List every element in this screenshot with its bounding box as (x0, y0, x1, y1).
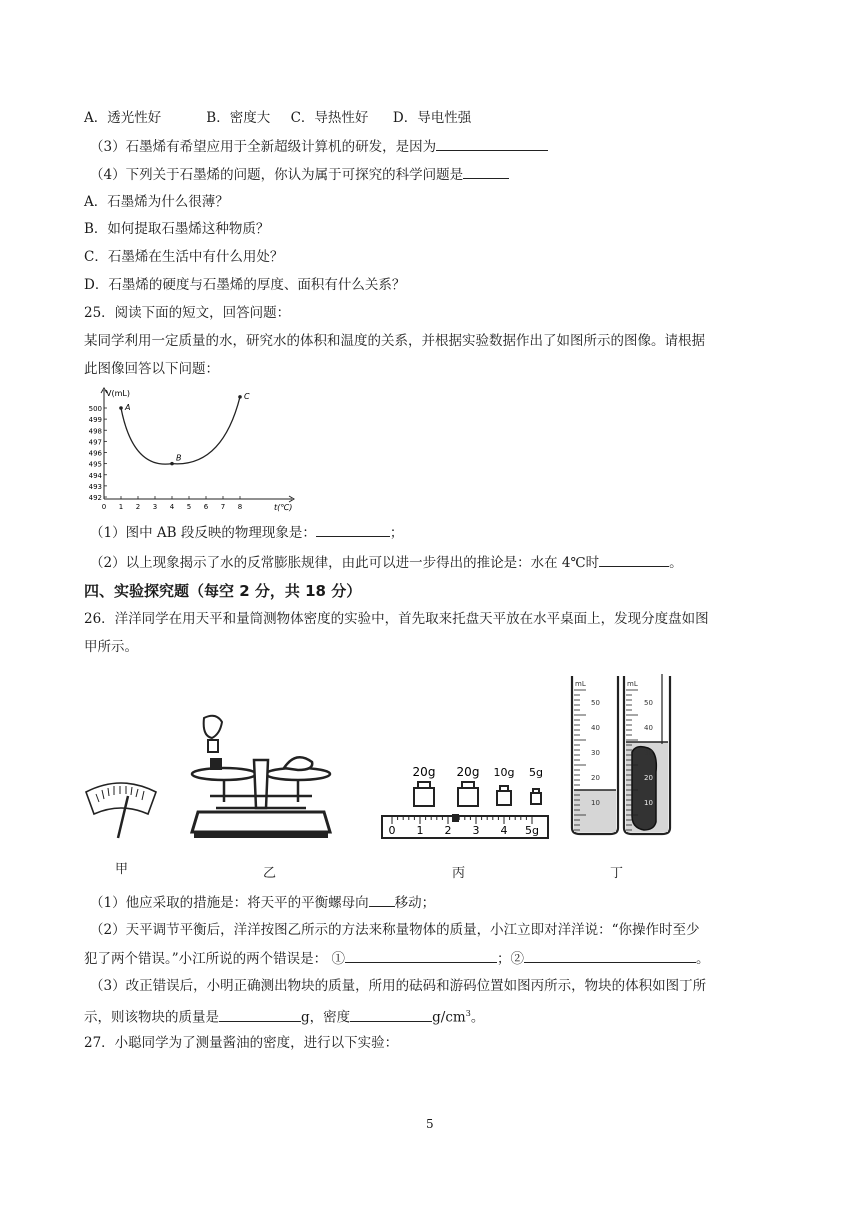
q26-2-line2: 犯了两个错误。”小江所说的两个错误是： ① ；② 。 (84, 948, 709, 969)
weights-and-rider-figure (380, 762, 550, 844)
ruler-label: 4 (500, 824, 508, 837)
x-axis-label: t(℃) (274, 503, 293, 512)
balance-figure (186, 712, 336, 842)
answer-blank[interactable] (436, 136, 548, 151)
q24-4-option-a: A．石墨烯为什么很薄？ (84, 194, 229, 210)
point-label: A (125, 403, 131, 412)
dial-figure (82, 774, 160, 842)
q26-1: （1）他应采取的措施是：将天平的平衡螺母向 移动； (90, 892, 435, 913)
data-point (119, 406, 123, 410)
cyl-tick-label: 10 (591, 799, 600, 807)
x-tick-label: 3 (152, 503, 158, 511)
ruler-label: 1 (416, 824, 424, 837)
q24-4-option-c: C．石墨烯在生活中有什么用处？ (84, 249, 284, 265)
q25-2: （2）以上现象揭示了水的反常膨胀规律，由此可以进一步得出的推论是：水在 4℃时 。 (90, 552, 683, 573)
x-tick-label: 8 (237, 503, 243, 511)
ruler-label: 0 (388, 824, 396, 837)
answer-blank[interactable] (345, 948, 497, 963)
cyl-unit: mL (627, 680, 638, 688)
y-tick-label: 492 (88, 494, 102, 502)
data-point (238, 395, 242, 399)
section-heading: 四、实验探究题（每空 2 分，共 18 分） (84, 582, 362, 600)
q25-title: 25．阅读下面的短文，回答问题： (84, 305, 291, 321)
option-d: D．导电性强 (392, 110, 472, 126)
cyl-tick-label: 50 (591, 699, 600, 707)
q24-4-option-d: D．石墨烯的硬度与石墨烯的厚度、面积有什么关系？ (84, 277, 406, 293)
y-tick-label: 499 (88, 416, 102, 425)
cyl-tick-label: 40 (644, 724, 653, 732)
x-tick-label: 1 (118, 503, 124, 511)
answer-blank[interactable] (463, 164, 509, 179)
y-tick-label: 493 (88, 482, 102, 491)
x-tick-label: 4 (169, 503, 175, 511)
q27: 27．小聪同学为了测量酱油的密度，进行以下实验： (84, 1035, 399, 1051)
data-point (170, 462, 174, 466)
q25-text-1: 某同学利用一定质量的水，研究水的体积和温度的关系，并根据实验数据作出了如图所示的图像。请根据 (84, 333, 705, 349)
cyl-tick-label: 50 (644, 699, 653, 707)
cyl-tick-label: 10 (644, 799, 653, 807)
ruler-label: 2 (444, 824, 452, 837)
cyl-tick-label: 30 (644, 749, 653, 757)
x-tick-label: 6 (203, 503, 209, 511)
weight-label: 20g (412, 765, 436, 779)
option-a: A．透光性好 (84, 110, 162, 126)
ruler-label: 5g (525, 824, 539, 837)
answer-blank[interactable] (316, 522, 390, 537)
y-axis-label: V(mL) (106, 389, 130, 398)
cyl-unit: mL (575, 680, 586, 688)
q26-2-line1: （2）天平调节平衡后，洋洋按图乙所示的方法来称量物体的质量，小江立即对洋洋说：“你操作时至少 (90, 922, 700, 938)
answer-blank[interactable] (219, 1007, 301, 1022)
ruler-label: 3 (472, 824, 480, 837)
point-label: B (176, 453, 182, 463)
q26-3-line2: 示，则该物块的质量是 g，密度 $g/cm^3$。 (84, 1004, 484, 1028)
x-tick-label: 0 (101, 503, 107, 511)
x-tick-label: 5 (186, 503, 192, 511)
q24-4-option-b: B．如何提取石墨烯这种物质？ (84, 221, 270, 237)
cyl-tick-label: 20 (644, 774, 653, 782)
q25-1: （1）图中 AB 段反映的物理现象是： ； (90, 522, 403, 543)
cyl-tick-label: 30 (591, 749, 600, 757)
q24-options-row (84, 108, 471, 128)
y-tick-label: 498 (88, 427, 102, 436)
q24-4: （4）下列关于石墨烯的问题，你认为属于可探究的科学问题是 (90, 164, 509, 185)
label-yi: 乙 (263, 866, 277, 881)
page-number: 5 (426, 1117, 434, 1131)
q26-text-1: 26．洋洋同学在用天平和量筒测物体密度的实验中，首先取来托盘天平放在水平桌面上，发现分度盘如图 (84, 611, 709, 627)
q24-3: （3）石墨烯有希望应用于全新超级计算机的研发，是因为 (90, 136, 548, 157)
weight-label: 5g (529, 766, 543, 779)
option-b: B．密度大 (206, 110, 271, 126)
weight-label: 10g (493, 766, 515, 779)
weight-label: 20g (456, 765, 480, 779)
y-tick-label: 495 (88, 460, 102, 469)
x-tick-label: 2 (135, 503, 141, 511)
volume-temperature-chart (84, 386, 299, 514)
q26-3-line1: （3）改正错误后，小明正确测出物块的质量，所用的砝码和游码位置如图丙所示，物块的体积如图丁所 (90, 978, 707, 994)
y-tick-label: 497 (88, 438, 102, 447)
answer-blank[interactable] (599, 552, 669, 567)
y-tick-label: 500 (88, 405, 102, 413)
q25-text-2: 此图像回答以下问题： (84, 361, 219, 377)
y-tick-label: 494 (88, 471, 102, 480)
cylinders-figure (566, 672, 676, 842)
answer-blank[interactable] (369, 892, 395, 907)
label-jia: 甲 (115, 862, 129, 877)
y-tick-label: 496 (88, 449, 102, 458)
answer-blank[interactable] (350, 1007, 432, 1022)
answer-blank[interactable] (524, 948, 696, 963)
point-label: C (244, 391, 250, 401)
x-tick-label: 7 (220, 503, 226, 511)
cyl-tick-label: 20 (591, 774, 600, 782)
q26-text-2: 甲所示。 (84, 639, 138, 655)
option-c: C．导热性好 (290, 110, 369, 126)
label-bing: 丙 (452, 866, 466, 881)
rider (452, 814, 459, 822)
cyl-tick-label: 40 (591, 724, 600, 732)
label-ding: 丁 (610, 866, 624, 881)
